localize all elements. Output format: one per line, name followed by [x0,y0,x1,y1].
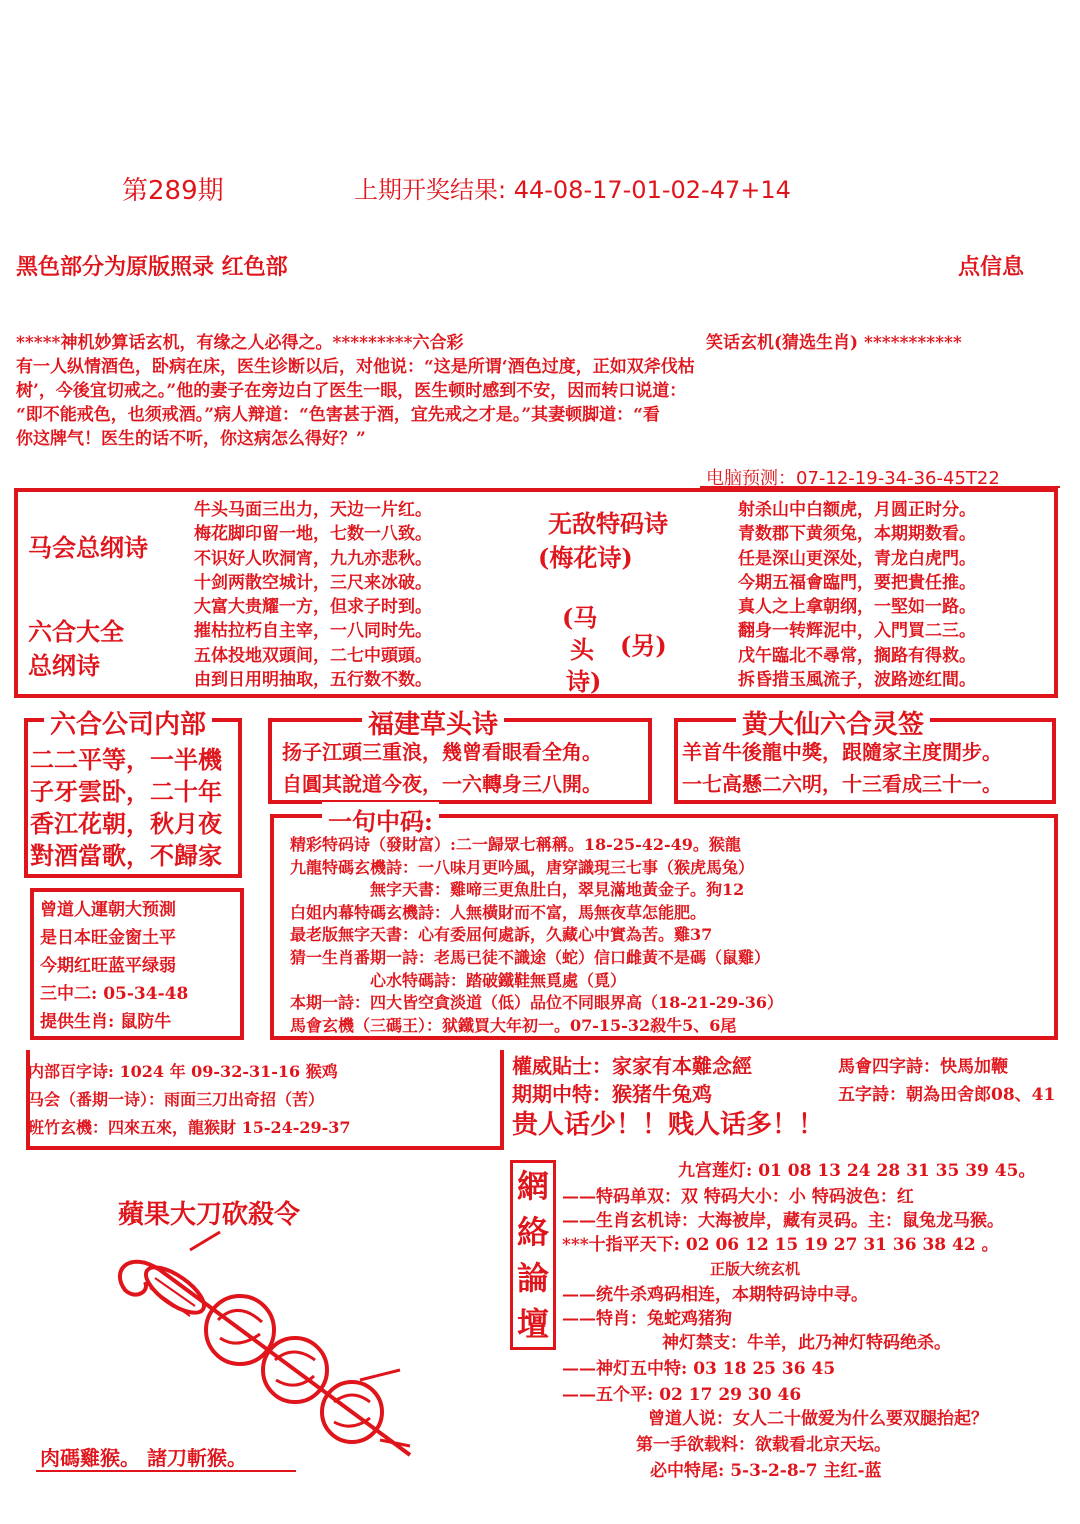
joke-line: 树’，今後宜切戒之。”他的妻子在旁边白了医生一眼，医生顿时感到不安，因而转口说道： [16,381,687,401]
forum-line: ——特肖：兔蛇鸡猪狗 [562,1309,732,1329]
company-lines [30,744,222,872]
yiju-line: 猜一生肖番期一詩：老馬已徒不識途（蛇）信口雌黃不是碼（鼠雞） [290,947,771,967]
forum-char: 絡 [516,1213,549,1251]
poem-line: 梅花脚印留一地，七数一八致。 [194,524,432,545]
poem-line: 十剑两散空城计，三尺来冰破。 [194,572,432,593]
forum-char: 網 [516,1167,549,1205]
wong-line: 一七高懸二六明，十三看成三十一。 [682,772,1002,796]
last-result: 上期开奖结果: 44-08-17-01-02-47+14 [354,176,791,204]
poem-line: 真人之上拿朝纲，一堅如一路。 [738,597,976,618]
poem-line: 摧枯拉朽自主宰，一八同时先。 [194,621,432,642]
poem-line: 五体投地双頭间，二七中頭頭。 [194,645,432,666]
center-poem-b: 头 [570,635,594,664]
inside-line: 马会（番期一诗）：雨面三刀出奇招（苦） [28,1090,325,1109]
yiju-line: 無字天書：雞啼三更魚肚白，翠見滿地黃金子。狗12 [370,880,745,900]
poem-title-1: 马会总纲诗 [28,533,148,562]
yiju-line: 九龍特碼玄機詩：一八味月更吟風，唐穿識現三七事（猴虎馬兔） [290,857,755,877]
poem-line: 拆昏措玉風流子，波路迹红間。 [738,670,976,691]
company-line: 對酒當歌，不歸家 [30,841,222,870]
forum-line: ——五个平: 02 17 29 30 46 [562,1385,802,1405]
poem-line: 牛头马面三出力，天边一片红。 [194,500,432,520]
yiju-line: 心水特碼詩：踏破鐵鞋無覓處（覓） [370,970,627,990]
forum-line: ——统牛杀鸡码相连，本期特码诗中寻。 [562,1285,868,1305]
yiju-title: 一句中码: [322,802,439,837]
auth-row1-b: 馬會四字詩：快馬加鞭 [838,1057,1008,1077]
wong-line: 羊首牛後龍中獎，跟隨家主度閒步。 [682,740,1002,764]
knife-skewer-illustration [90,1230,430,1460]
inside-line: 内部百字诗: 1024 年 09-32-31-16 猴鸡 [28,1062,338,1081]
joke-line: 你这牌气！医生的话不听，你这病怎么得好？” [16,429,366,449]
center-poem-d: (另) [620,631,667,660]
wong-title: 黄大仙六合灵签 [736,704,930,741]
forum-line: ——生肖玄机诗：大海被岸，藏有灵码。主：鼠兔龙马猴。 [562,1211,1004,1231]
poem-title-2: 六合大全 [28,617,124,646]
forum-line: 神灯禁支：牛羊，此乃神灯特码绝杀。 [662,1333,951,1353]
apple-title: 蘋果大刀砍殺令 [118,1200,301,1230]
forum-line: 正版大统玄机 [710,1260,801,1278]
fate-line: 提供生肖: 鼠防牛 [40,1012,172,1032]
poem-line: 翻身一转辉泥中，入門買二三。 [738,621,976,642]
forum-line: ——特码单双：双 特码大小：小 特码波色：红 [562,1187,914,1207]
inside-lines [28,1058,351,1142]
poem-line: 青数郡下黄须兔，本期期数看。 [738,524,976,545]
fujian-line: 扬子江頭三重浪，幾曾看眼看全角。 [282,740,602,764]
center-poem-title: 无敌特码诗 [548,509,668,538]
forum-line: 九宫莲灯: 01 08 13 24 28 31 35 39 45。 [678,1161,1036,1181]
forum-char: 論 [516,1259,549,1297]
poem-title-3: 总纲诗 [28,651,100,680]
poem-col-left [194,498,432,692]
fate-lines [40,896,188,1036]
company-line: 香江花朝，秋月夜 [30,809,222,838]
poem-line: 戊午臨北不尋常，搁路有得救。 [738,645,976,666]
company-title: 六合公司内部 [44,704,212,741]
computer-forecast: 电脑预测：07-12-19-34-36-45T22 [706,468,1000,489]
auth-row2-b: 五字詩：朝為田舍郎08、41 [838,1085,1056,1105]
company-line: 子牙雲卧，二十年 [30,777,222,806]
poem-col-right [738,498,976,692]
fujian-title: 福建草头诗 [362,704,504,741]
poem-line: 任是深山更深处，青龙白虎門。 [738,548,976,569]
poem-line: 不识好人吹洞宵，九九亦悲秋。 [194,548,432,569]
center-poem-sub: (梅花诗) [538,543,633,572]
forum-line: 第一手欲载料：欲载看北京天坛。 [636,1435,891,1455]
company-line: 二二平等，一半機 [30,745,222,774]
yiju-line: 白姐内幕特碼玄機詩：人無橫財而不富，馬無夜草怎能肥。 [290,902,707,922]
wong-lines [682,736,1002,800]
auth-slogan: 贵人话少！！贱人话多！！ [512,1110,825,1140]
fate-line: 曾道人運朝大预測 [40,900,176,920]
yiju-line: 馬會玄機（三碼王）：狱鐵買大年初一。07-15-32殺牛5、6尾 [290,1015,737,1035]
fate-line: 是日本旺金窗土平 [40,928,176,948]
poem-line: 大富大贵耀一方，但求子时到。 [194,597,432,618]
poem-line: 今期五福會臨門，要把貴任推。 [738,572,976,593]
center-poem-a: (马 [562,603,598,632]
yiju-line: 本期一詩：四大皆空貪淡道（低）品位不同眼界高（18-21-29-36） [290,993,783,1013]
center-poem-c: 诗) [566,667,602,696]
notice-right: 点信息 [958,255,1025,280]
auth-row1-a: 權威貼士：家家有本難念經 [512,1054,752,1078]
inside-line: 班竹玄機：四來五來，龍猴財 15-24-29-37 [28,1118,351,1137]
apple-bottom: 肉碼雞猴。 諸刀斬猴。 [40,1446,247,1470]
forum-char: 壇 [516,1305,549,1343]
forum-line: 曾道人说：女人二十做爱为什么要双腿抬起？ [648,1409,988,1429]
yiju-line: 精彩特码诗（發財富）:二一歸眾七稱稱。18-25-42-49。猴龍 [290,835,741,854]
poem-line: 由到日用明抽取，五行数不数。 [194,670,432,691]
yiju-line: 最老版無字天書：心有委屈何處訴，久藏心中實為苦。雞37 [290,925,713,945]
joke-heading-left: *****神机妙算话玄机，有缘之人必得之。*********六合彩 [16,333,464,353]
fujian-line: 自圓其說道今夜，一六轉身三八開。 [282,772,602,796]
yiju-lines [290,834,783,1037]
forum-line: 必中特尾: 5-3-2-8-7 主红-蓝 [650,1461,882,1481]
joke-line: 有一人纵情酒色，卧病在床，医生诊断以后，对他说：“这是所谓‘酒色过度，正如双斧伐枯 [16,357,695,377]
fate-line: 三中二: 05-34-48 [40,984,189,1004]
poem-line: 射杀山中白额虎，月圆正时分。 [738,500,976,520]
joke-heading-right: 笑话玄机(猜选生肖) *********** [706,333,962,353]
joke-line: “即不能戒色，也须戒酒。”病人辩道：“色害甚于酒，宜先戒之才是。”其妻顿脚道：“看 [16,405,660,425]
notice-left: 黑色部分为原版照录 红色部 [16,255,288,280]
auth-row2-a: 期期中特：猴猪牛兔鸡 [512,1082,712,1106]
fujian-lines [282,736,602,800]
joke-text [16,355,1066,451]
forum-line: ***十指平天下: 02 06 12 15 19 27 31 36 38 42 。 [562,1235,999,1255]
forum-line: ——神灯五中特: 03 18 25 36 45 [562,1359,836,1379]
forum-vertical-title [510,1160,556,1350]
fate-line: 今期红旺蓝平绿弱 [40,956,176,976]
divider [36,1470,296,1472]
issue-number: 第289期 [122,176,224,206]
